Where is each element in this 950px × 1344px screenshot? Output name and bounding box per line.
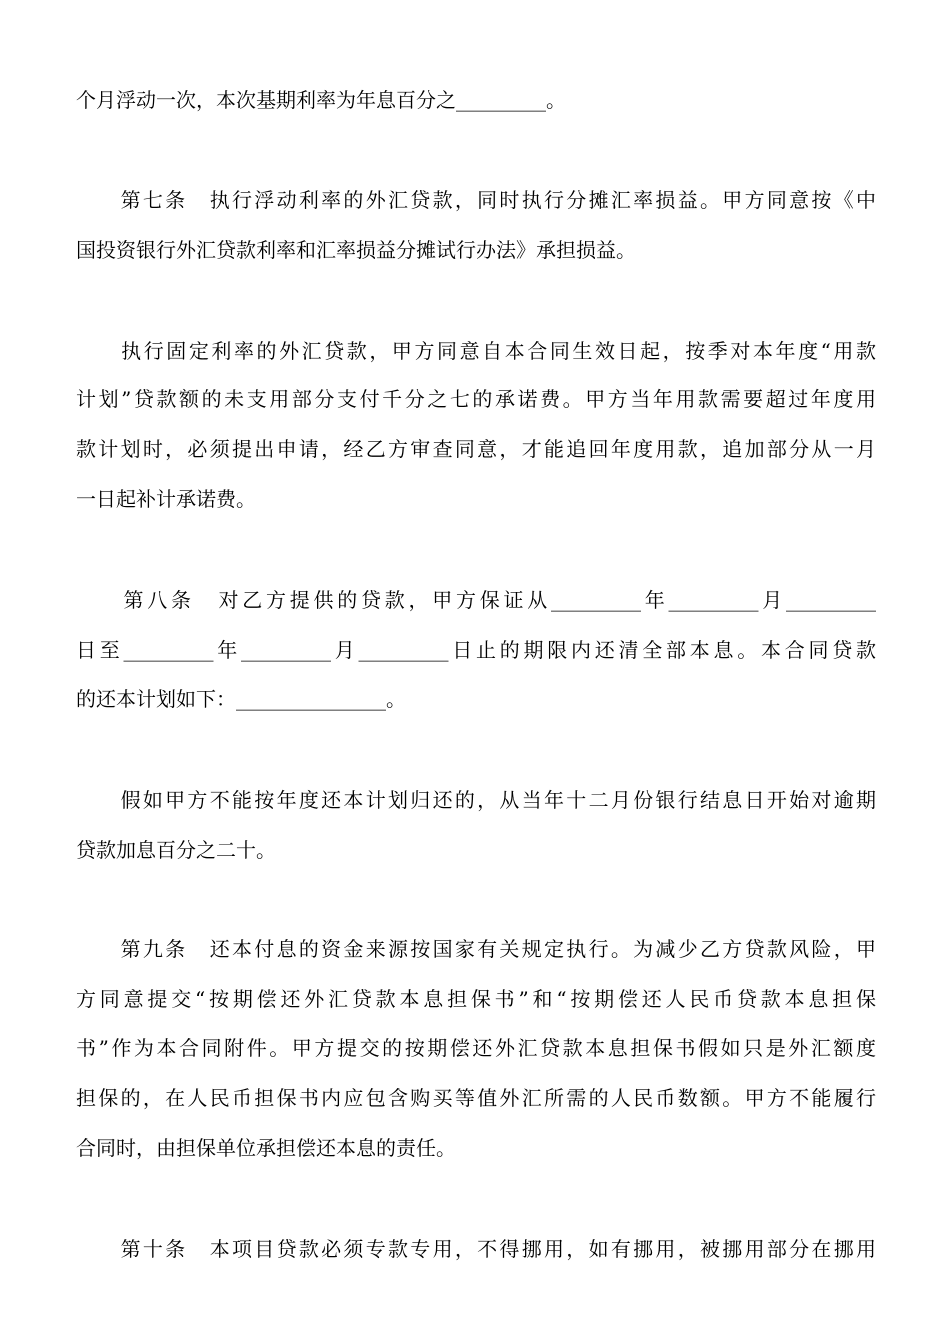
- text-line: 担保的，在人民币担保书内应包含购买等值外汇所需的人民币数额。甲方不能履行: [76, 1086, 876, 1110]
- text-line: 合同时，由担保单位承担偿还本息的责任。: [76, 1136, 456, 1160]
- text-line: 日至_________年_________月_________日止的期限内还清全部本息。本合同贷款: [76, 638, 876, 662]
- text-line: 的还本计划如下：_______________。: [76, 687, 406, 711]
- text-line: 第十条 本项目贷款必须专款专用，不得挪用，如有挪用，被挪用部分在挪用: [76, 1237, 876, 1261]
- text-line: 执行固定利率的外汇贷款，甲方同意自本合同生效日起，按季对本年度“用款: [76, 339, 876, 363]
- text-line: 第七条 执行浮动利率的外汇贷款，同时执行分摊汇率损益。甲方同意按《中: [76, 188, 876, 212]
- text-line: 计划”贷款额的未支用部分支付千分之七的承诺费。甲方当年用款需要超过年度用: [76, 387, 876, 411]
- text-line: 第八条 对乙方提供的贷款，甲方保证从_________年_________月_________: [76, 588, 876, 612]
- text-line: 国投资银行外汇贷款利率和汇率损益分摊试行办法》承担损益。: [76, 238, 636, 262]
- text-line: 方同意提交“按期偿还外汇贷款本息担保书”和“按期偿还人民币贷款本息担保: [76, 987, 876, 1011]
- text-line: 书”作为本合同附件。甲方提交的按期偿还外汇贷款本息担保书假如只是外汇额度: [76, 1036, 876, 1060]
- text-line: 贷款加息百分之二十。: [76, 838, 276, 862]
- text-line: 第九条 还本付息的资金来源按国家有关规定执行。为减少乙方贷款风险，甲: [76, 937, 876, 961]
- text-line: 一日起补计承诺费。: [76, 487, 256, 511]
- text-line: 个月浮动一次，本次基期利率为年息百分之_________。: [76, 88, 566, 112]
- text-line: 假如甲方不能按年度还本计划归还的，从当年十二月份银行结息日开始对逾期: [76, 788, 876, 812]
- text-line: 款计划时，必须提出申请，经乙方审查同意，才能追回年度用款，追加部分从一月: [76, 437, 876, 461]
